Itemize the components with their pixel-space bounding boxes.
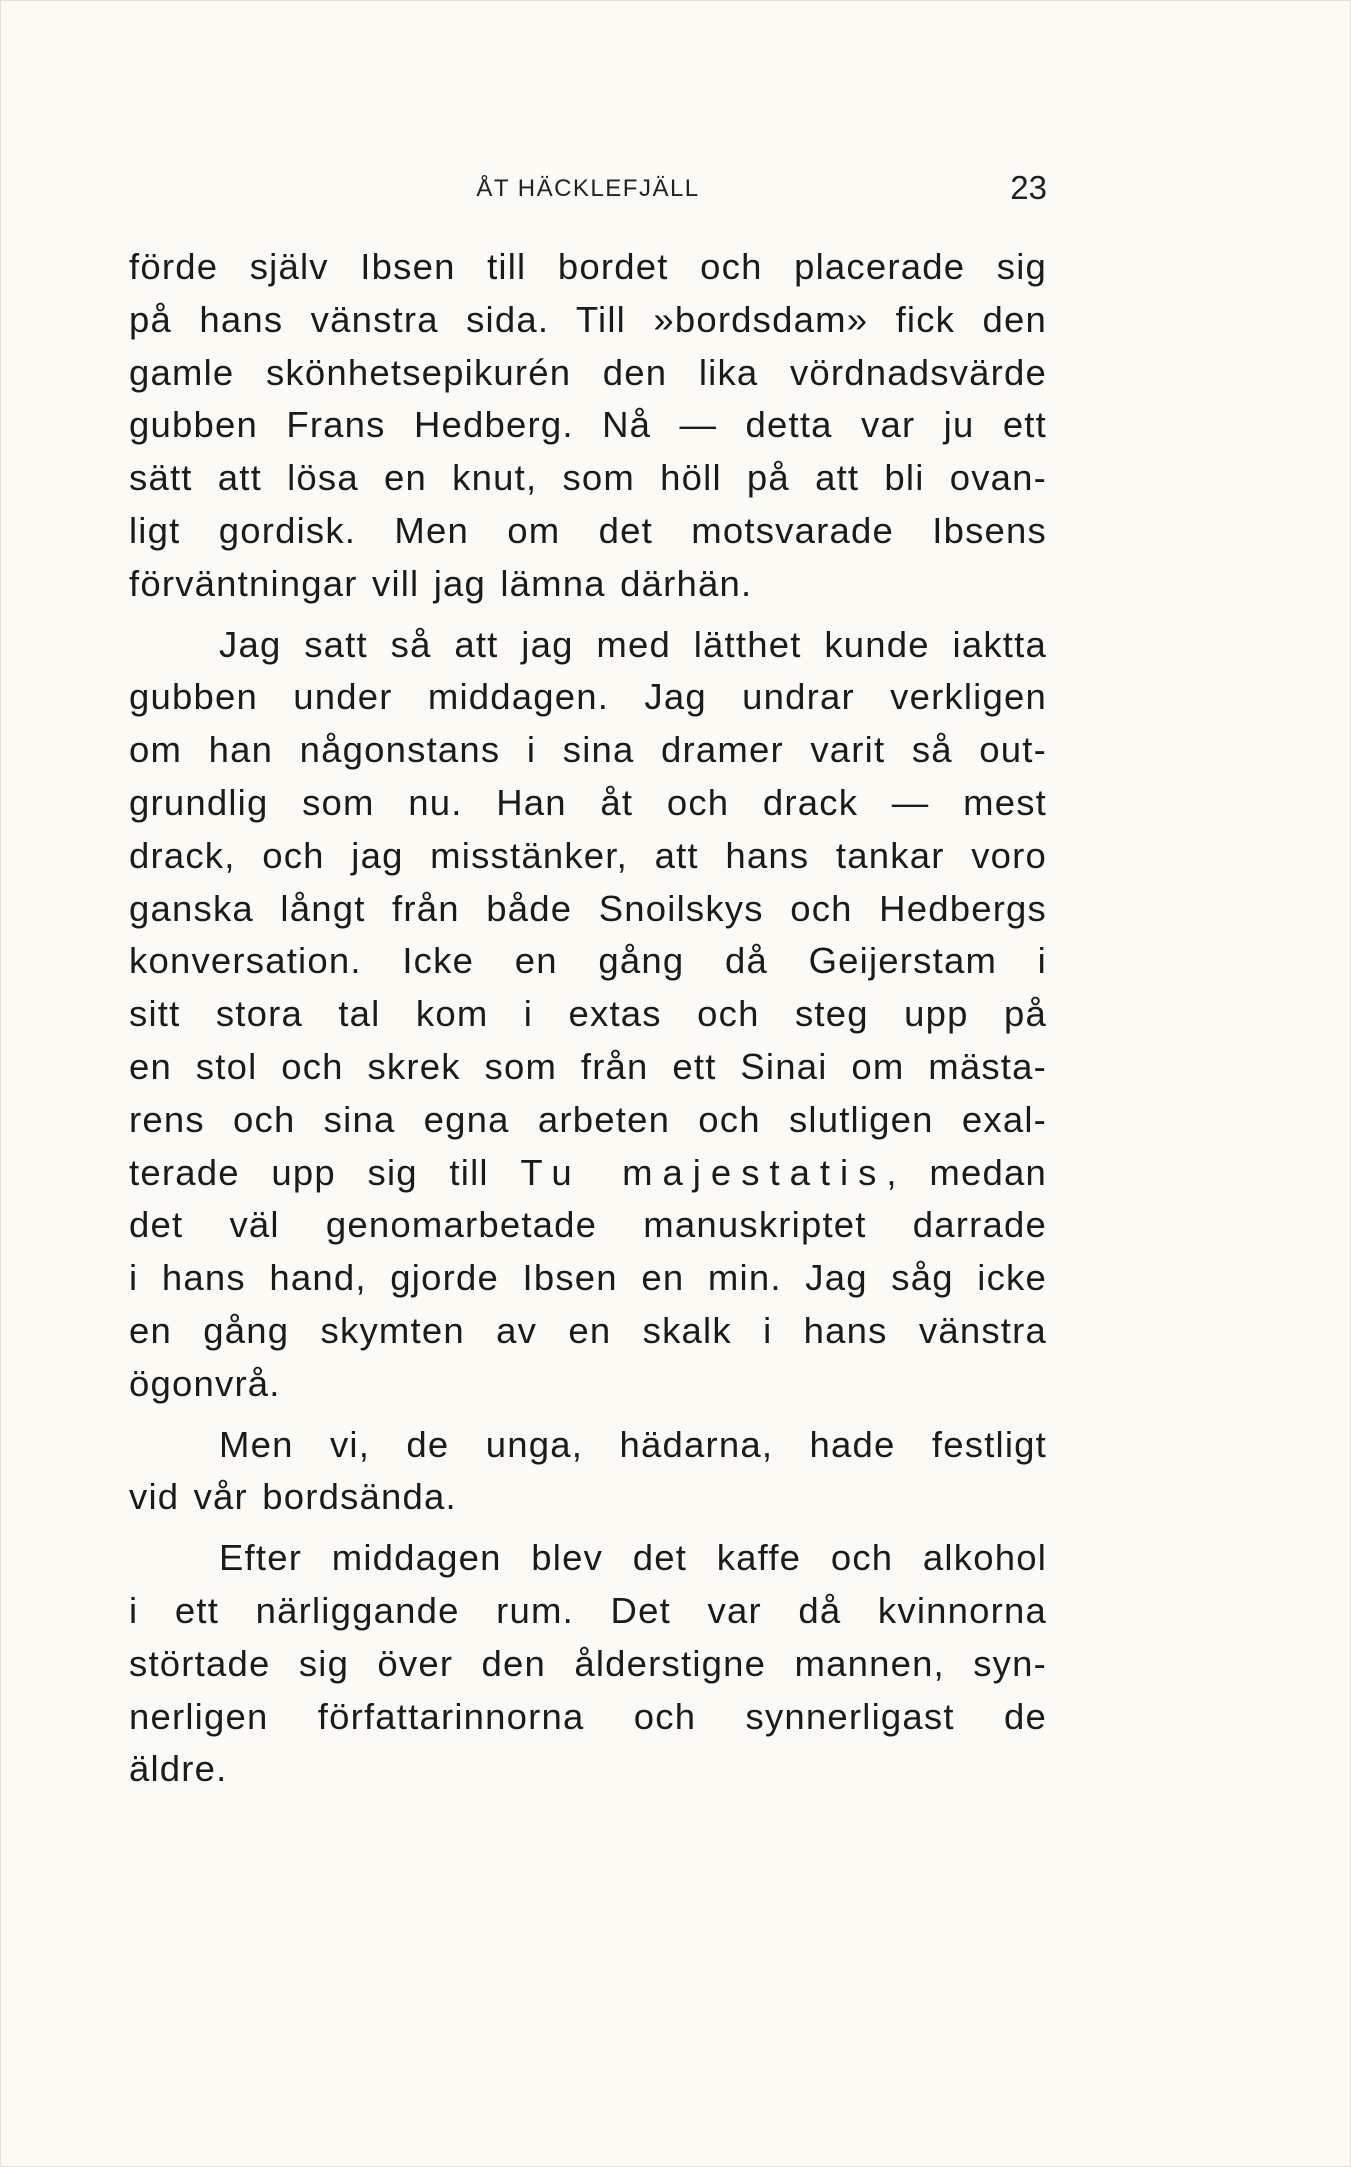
text-line: om han någonstans i sina dramer varit så out- bbox=[129, 729, 1047, 771]
text-line: rens och sina egna arbeten och slutligen exal- bbox=[129, 1098, 1047, 1140]
text-line: vid vår bordsända. bbox=[129, 1476, 457, 1518]
text-line: gubben under middagen. Jag undrar verkligen bbox=[129, 676, 1047, 718]
text-line: drack, och jag misstänker, att hans tankar voro bbox=[129, 834, 1047, 876]
paragraph-2 bbox=[129, 619, 1047, 1411]
text-line: äldre. bbox=[129, 1748, 228, 1790]
text-line: gamle skönhetsepikurén den lika vördnadsvärde bbox=[129, 351, 1047, 393]
body-text bbox=[129, 241, 1047, 1804]
running-title: ÅT HÄCKLEFJÄLL bbox=[476, 175, 700, 202]
text-line-spaced bbox=[129, 1147, 1047, 1200]
text-line: grundlig som nu. Han åt och drack — mest bbox=[129, 781, 1047, 823]
text-line: sätt att lösa en knut, som höll på att bli ovan- bbox=[129, 457, 1047, 499]
text-line: ögonvrå. bbox=[129, 1362, 281, 1404]
text-line: en gång skymten av en skalk i hans vänstra bbox=[129, 1309, 1047, 1351]
paragraph-1 bbox=[129, 241, 1047, 611]
text-segment: terade upp sig till bbox=[129, 1151, 489, 1193]
text-line: det väl genomarbetade manuskriptet darrade bbox=[129, 1204, 1047, 1246]
page-number: 23 bbox=[1010, 169, 1047, 206]
text-line: ligt gordisk. Men om det motsvarade Ibsens bbox=[129, 509, 1047, 551]
text-line: i ett närliggande rum. Det var då kvinnorna bbox=[129, 1589, 1047, 1631]
text-line: Men vi, de unga, hädarna, hade festligt bbox=[219, 1423, 1047, 1465]
text-line: Efter middagen blev det kaffe och alkohol bbox=[219, 1537, 1047, 1579]
text-line: störtade sig över den ålderstigne mannen, syn- bbox=[129, 1642, 1047, 1684]
paragraph-3 bbox=[129, 1419, 1047, 1525]
text-line: Jag satt så att jag med lätthet kunde iaktta bbox=[219, 623, 1047, 665]
text-line: förde själv Ibsen till bordet och placerade sig bbox=[129, 246, 1047, 287]
letterspaced-emphasis: Tu majestatis bbox=[520, 1151, 887, 1193]
paragraph-4 bbox=[129, 1532, 1047, 1796]
text-line: sitt stora tal kom i extas och steg upp på bbox=[129, 993, 1047, 1035]
text-line: gubben Frans Hedberg. Nå — detta var ju ett bbox=[129, 404, 1047, 446]
text-line: på hans vänstra sida. Till »bordsdam» fick den bbox=[129, 298, 1047, 340]
text-line: ganska långt från både Snoilskys och Hedbergs bbox=[129, 887, 1047, 929]
text-line: nerligen författarinnorna och synnerligast de bbox=[129, 1695, 1047, 1737]
text-line: konversation. Icke en gång då Geijerstam i bbox=[129, 940, 1047, 982]
text-line: en stol och skrek som från ett Sinai om mästa- bbox=[129, 1045, 1047, 1087]
page-header bbox=[129, 169, 1047, 219]
text-line: förväntningar vill jag lämna därhän. bbox=[129, 562, 753, 604]
text-line: i hans hand, gjorde Ibsen en min. Jag såg icke bbox=[129, 1257, 1047, 1299]
text-segment: , medan bbox=[886, 1151, 1047, 1193]
